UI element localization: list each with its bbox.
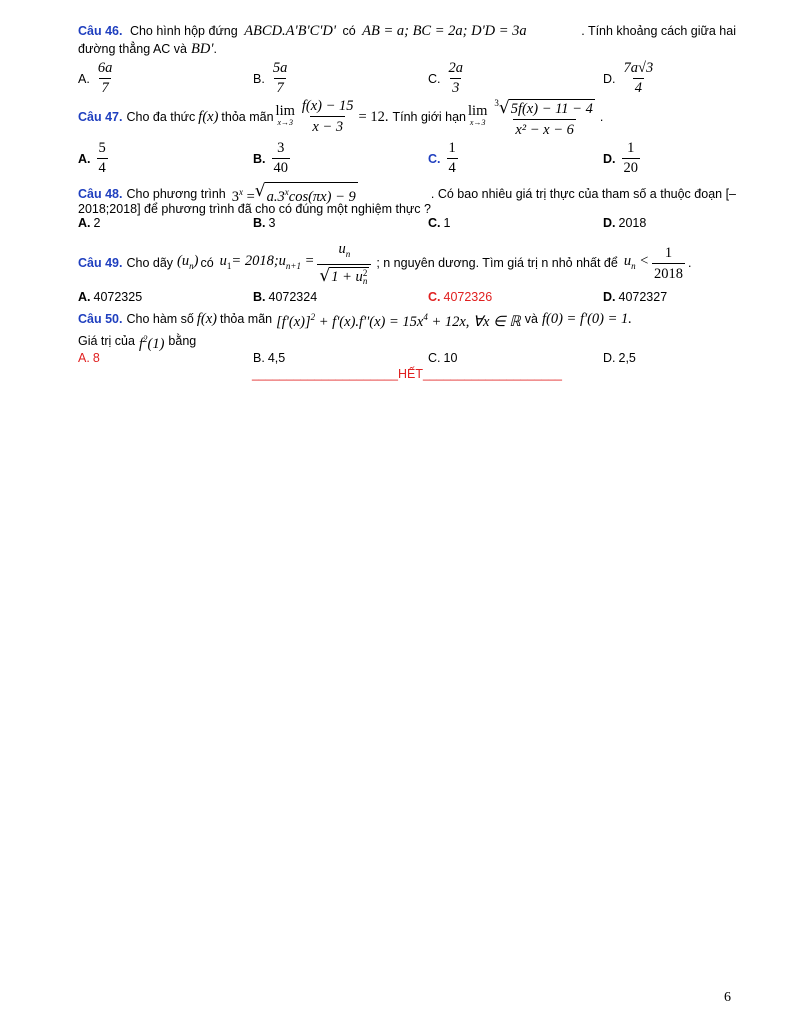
- question-49: [78, 240, 736, 304]
- option-label: C.: [428, 290, 441, 304]
- fraction-numerator: 5a: [272, 60, 288, 76]
- exponent: 2: [310, 312, 316, 322]
- option-label: B.: [253, 151, 266, 166]
- fraction-numerator: 1: [664, 244, 673, 261]
- question-text: Giá trị của: [78, 334, 135, 349]
- fraction-denominator: 3: [452, 80, 460, 96]
- option-a[interactable]: [78, 290, 253, 304]
- option-label: B.: [253, 290, 266, 304]
- answer-options: [78, 60, 736, 97]
- math-part: [f'(x)]: [276, 313, 311, 330]
- end-marker: _____________________HẾT____________________: [251, 367, 563, 381]
- math-expression: = 12.: [358, 108, 389, 125]
- fraction-denominator: 4: [634, 80, 642, 96]
- question-text: Tính giới hạn: [392, 109, 467, 124]
- option-value: 3: [268, 216, 276, 230]
- u-compare-sub: n: [631, 260, 636, 271]
- un1: u: [278, 252, 286, 269]
- math-part: (1): [147, 335, 165, 352]
- option-label: D.: [603, 290, 616, 304]
- question-number: Câu 49.: [78, 256, 123, 270]
- exponent: 2: [143, 334, 148, 344]
- option-c[interactable]: [428, 216, 603, 230]
- numerator-sub: n: [345, 249, 351, 260]
- question-text: .: [599, 109, 604, 124]
- option-value: 1: [443, 216, 451, 230]
- option-a[interactable]: [78, 140, 253, 177]
- math-expression: BD': [191, 41, 214, 57]
- u-compare: u: [623, 252, 632, 269]
- question-text: Cho phương trình: [126, 186, 226, 201]
- option-value: 4072327: [618, 290, 668, 304]
- den-sup: 2: [362, 268, 368, 279]
- question-48: [78, 182, 736, 236]
- equals-sign: =: [246, 188, 255, 205]
- fraction-denominator: 7: [101, 80, 109, 96]
- fraction-numerator: 3: [277, 140, 285, 156]
- question-text: đường thẳng AC và: [78, 42, 187, 56]
- less-than: <: [639, 252, 649, 269]
- question-text: thỏa mãn: [220, 312, 273, 327]
- option-value: 4072326: [443, 290, 493, 304]
- question-text: 2018;2018] để phương trình đã cho có đúng một nghiệm thực ?: [78, 202, 431, 216]
- fraction-denominator: 7: [276, 80, 284, 96]
- answer-options: [78, 140, 736, 177]
- option-label: A.: [78, 71, 90, 86]
- math-expression: [276, 308, 521, 331]
- exam-page: [78, 22, 736, 381]
- question-text: ; n nguyên dương. Tìm giá trị n nhỏ nhất để: [376, 256, 618, 270]
- option-value: 4,5: [267, 351, 286, 365]
- question-number: Câu 50.: [78, 312, 123, 327]
- question-text: .: [213, 42, 217, 56]
- fraction-denominator: 40: [273, 160, 288, 176]
- fraction-denominator: x − 3: [310, 116, 345, 136]
- question-46: [78, 22, 736, 96]
- option-value: 2: [93, 216, 101, 230]
- math-part: + 12x, ∀x ∈ ℝ: [431, 313, 521, 330]
- option-label: A.: [78, 290, 91, 304]
- math-expression: [624, 252, 649, 275]
- fraction-denominator: x² − x − 6: [513, 119, 576, 139]
- un1-sub: n+1: [285, 260, 301, 271]
- option-value: 8: [92, 351, 100, 365]
- option-label: C.: [428, 151, 441, 166]
- exponent: 4: [423, 312, 428, 322]
- option-b[interactable]: [253, 140, 428, 177]
- option-b[interactable]: [253, 60, 428, 97]
- limit-word: lim: [468, 102, 488, 119]
- fraction-numerator: 2a: [448, 60, 463, 76]
- limit-subscript: x→3: [469, 117, 486, 127]
- option-d[interactable]: [603, 60, 736, 97]
- option-d[interactable]: [603, 216, 736, 230]
- limit-operator: [468, 102, 488, 129]
- option-b[interactable]: [253, 290, 428, 304]
- radicand: a.3: [266, 188, 285, 205]
- option-label: B.: [253, 216, 266, 230]
- question-47: [78, 94, 736, 180]
- option-label: D.: [603, 351, 616, 365]
- answer-options: [78, 216, 736, 230]
- fraction-numerator: 5: [98, 140, 106, 156]
- seq-sub: n: [189, 260, 194, 271]
- fraction-denominator: 2018: [652, 263, 685, 283]
- question-text: có: [200, 256, 214, 270]
- option-value: 10: [443, 351, 458, 365]
- option-b[interactable]: [253, 350, 428, 366]
- math-expression: AB = a; BC = 2a; D'D = 3a: [362, 23, 527, 39]
- u1-sub: 1: [226, 260, 232, 271]
- option-label: B.: [253, 351, 265, 365]
- option-value: 2018: [618, 216, 647, 230]
- option-b[interactable]: [253, 216, 428, 230]
- question-text: Cho hình hộp đứng: [129, 24, 238, 38]
- fraction-denominator: 4: [448, 160, 456, 176]
- fraction-numerator: u: [338, 241, 346, 258]
- u1-value: = 2018;: [231, 252, 279, 269]
- question-text: . Tính khoảng cách giữa hai: [581, 24, 736, 38]
- limit-subscript: x→3: [277, 117, 293, 127]
- math-expression: f(x): [198, 108, 219, 125]
- fraction-numerator: 6a: [97, 60, 113, 76]
- question-text: . Có bao nhiêu giá trị thực của tham số a thuộc đoạn [–: [430, 186, 736, 201]
- sequence-notation: [177, 252, 198, 275]
- limit-operator: [275, 102, 295, 129]
- answer-options: [78, 350, 736, 366]
- limit-word: lim: [275, 102, 295, 119]
- exponent: x: [238, 186, 243, 197]
- option-value: 2,5: [618, 351, 636, 365]
- option-a[interactable]: [78, 60, 253, 97]
- base: 3: [231, 188, 239, 205]
- seq-close: ): [193, 252, 199, 269]
- seq-open: (u: [177, 252, 190, 269]
- option-label: C.: [428, 216, 441, 230]
- option-label: D.: [603, 151, 616, 166]
- option-c[interactable]: [428, 350, 603, 366]
- page-number: 6: [724, 990, 731, 1005]
- question-number: Câu 48.: [78, 186, 123, 201]
- question-number: Câu 47.: [78, 109, 123, 124]
- equals-sign: =: [304, 252, 315, 269]
- option-label: C.: [428, 71, 441, 86]
- math-expression: [220, 252, 315, 275]
- option-label: D.: [603, 71, 616, 86]
- question-text: Cho hàm số: [126, 312, 194, 327]
- question-text: thỏa mãn: [221, 109, 274, 124]
- question-text: và: [524, 312, 538, 327]
- fraction-denominator: 1 + u: [331, 268, 363, 285]
- option-d[interactable]: [603, 140, 736, 177]
- math-expression: ABCD.A'B'C'D': [244, 23, 336, 39]
- cube-root-content: 5f(x) − 11 − 4: [510, 101, 593, 117]
- question-50: [78, 308, 736, 381]
- option-d[interactable]: [603, 350, 736, 366]
- option-label: B.: [253, 71, 265, 86]
- option-a[interactable]: [78, 216, 253, 230]
- square-root: √ $a.3^x\cos(\pi x) - 9$: [254, 181, 356, 205]
- fraction-numerator: f(x) − 15: [301, 98, 354, 114]
- option-label: C.: [428, 351, 441, 365]
- exponent: x: [284, 187, 289, 197]
- fraction-numerator: $^3$ √ 5f(x) − 11 − 4: [494, 98, 593, 118]
- fraction-numerator: 1: [448, 140, 456, 156]
- option-c[interactable]: [428, 140, 603, 177]
- option-value: 4072325: [93, 290, 143, 304]
- math-expression: f(0) = f'(0) = 1.: [541, 311, 632, 328]
- question-text: Cho dãy: [126, 256, 174, 270]
- question-text: có: [342, 24, 356, 38]
- question-text: Cho đa thức: [126, 109, 196, 124]
- question-text: .: [687, 256, 692, 270]
- math-expression: f(x): [196, 311, 217, 328]
- answer-options: [78, 290, 736, 304]
- option-label: A.: [78, 216, 91, 230]
- option-c[interactable]: [428, 60, 603, 97]
- math-part: f: [138, 335, 143, 352]
- fraction-numerator: 7a√3: [623, 60, 654, 76]
- option-a[interactable]: [78, 350, 253, 366]
- recurrence-fraction: $u_n$ √ 1 + u 2 n: [317, 240, 371, 285]
- radicand-rest: cos(πx) − 9: [288, 188, 356, 205]
- fraction-denominator: 4: [98, 160, 106, 176]
- question-text: bằng: [168, 334, 197, 349]
- option-value: 4072324: [268, 290, 318, 304]
- fraction-numerator: 1: [627, 140, 635, 156]
- den-sub: n: [362, 276, 368, 287]
- question-number: Câu 46.: [78, 24, 123, 38]
- math-part: + f'(x).f''(x) = 15x: [318, 313, 424, 330]
- option-d[interactable]: [603, 290, 736, 304]
- fraction-denominator: 20: [623, 160, 638, 176]
- option-c[interactable]: [428, 290, 603, 304]
- option-label: A.: [78, 151, 91, 166]
- option-label: D.: [603, 216, 616, 230]
- u1: u: [219, 252, 227, 269]
- option-label: A.: [78, 351, 90, 365]
